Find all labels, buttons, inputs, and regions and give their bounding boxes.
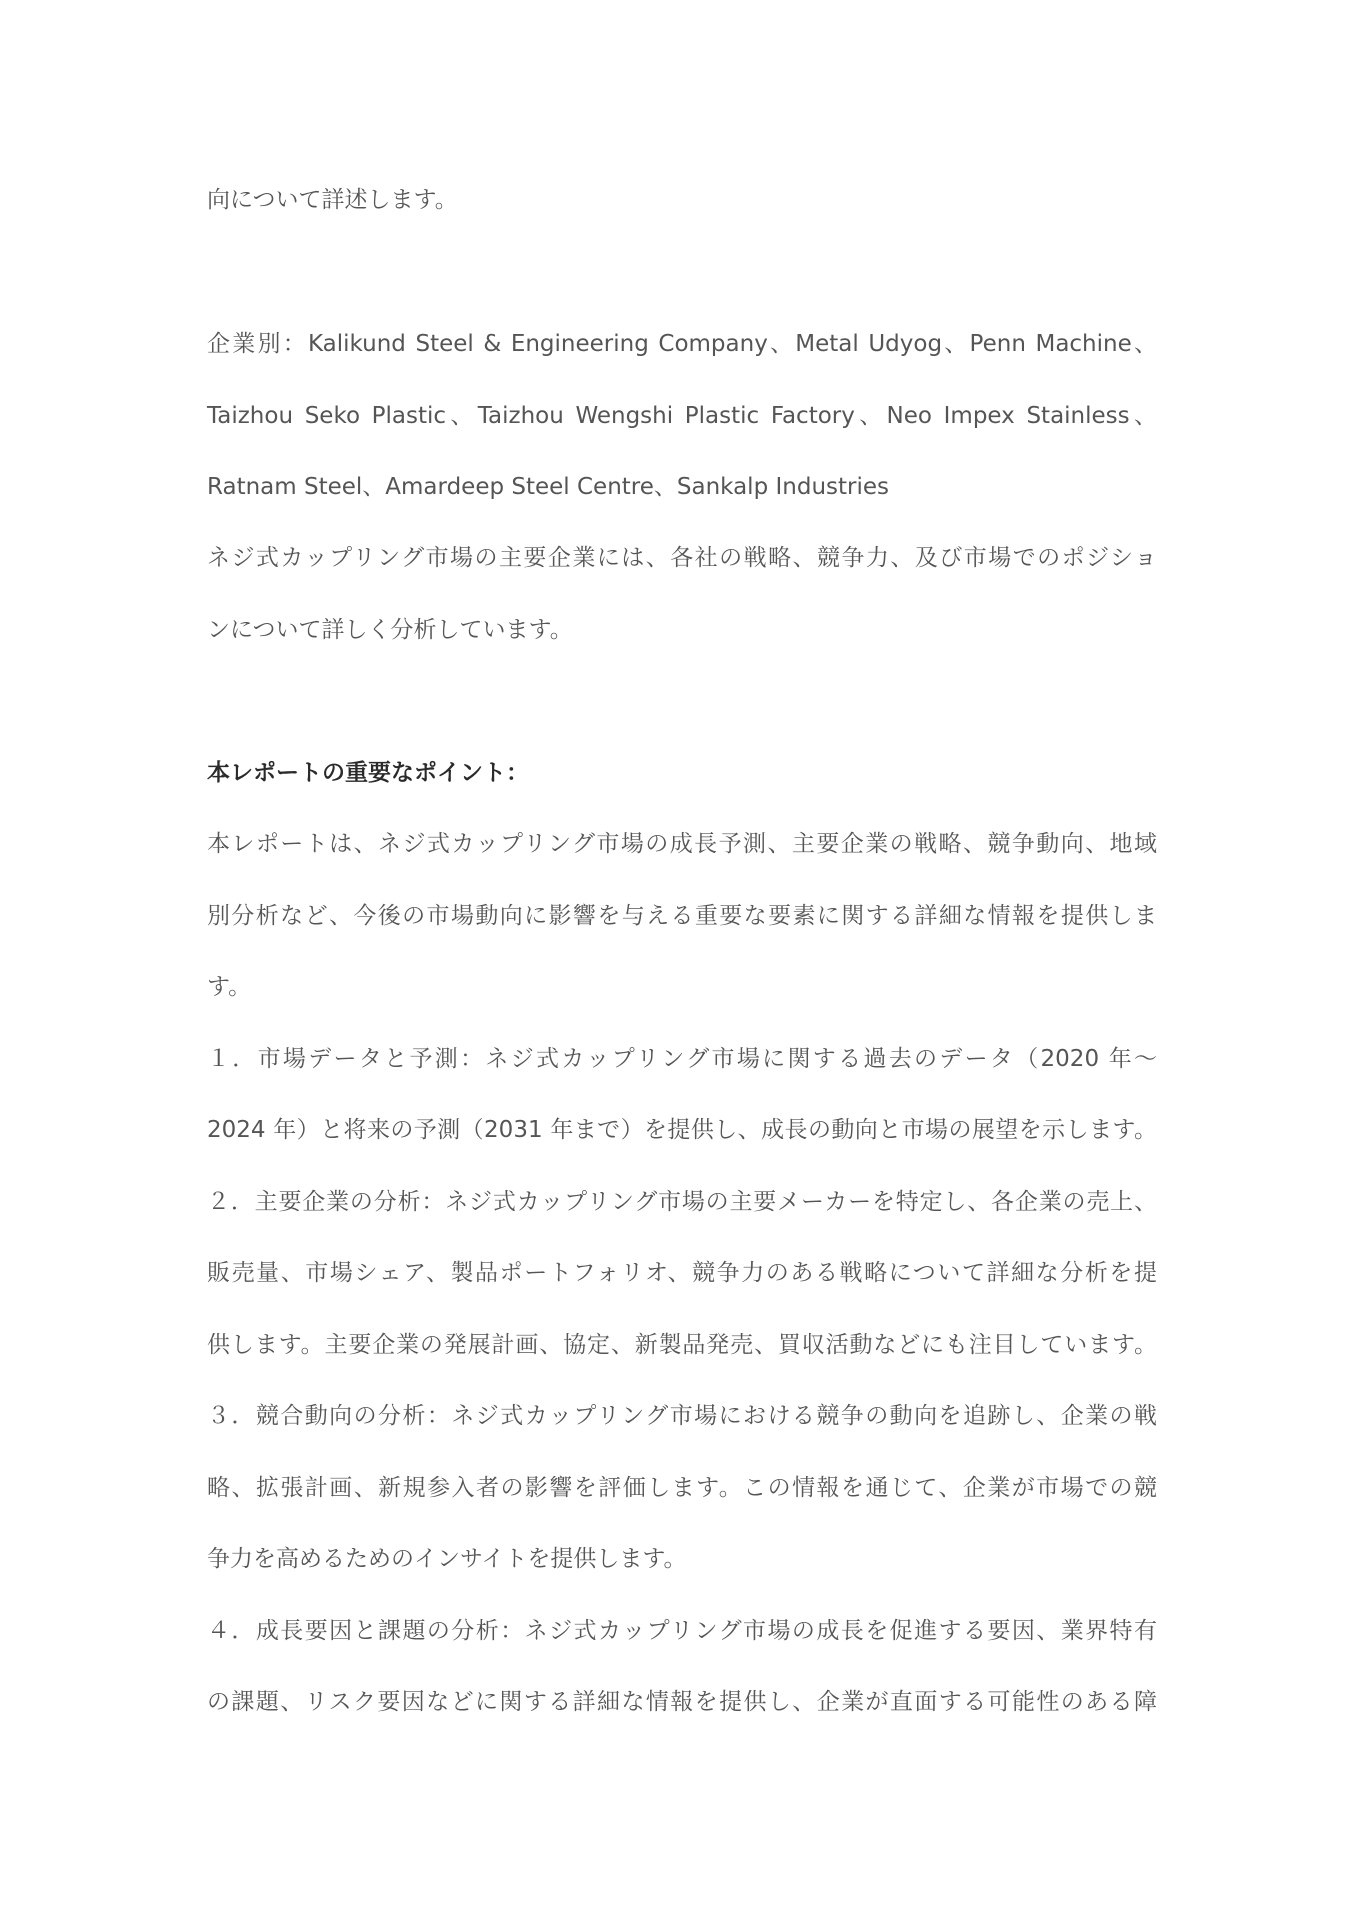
document-page — [207, 0, 1157, 1920]
key-points-heading: 本レポートの重要なポイント： — [207, 760, 529, 786]
companies-line-2: Taizhou Seko Plastic、Taizhou Wengshi Plastic Factory、Neo Impex Stainless、 — [207, 403, 1157, 429]
point-2-line-3: 供します。主要企業の発展計画、協定、新製品発売、買収活動などにも注目しています。 — [207, 1332, 1157, 1358]
key-points-intro-line-1: 本レポートは、ネジ式カップリング市場の成長予測、主要企業の戦略、競争動向、地域 — [207, 831, 1157, 857]
point-2-line-2: 販売量、市場シェア、製品ポートフォリオ、競争力のある戦略について詳細な分析を提 — [207, 1260, 1157, 1286]
companies-desc-line-2: ンについて詳しく分析しています。 — [207, 617, 573, 643]
point-1-line-2: 2024 年）と将来の予測（2031 年まで）を提供し、成長の動向と市場の展望を示します。 — [207, 1117, 1157, 1143]
key-points-intro-line-2: 別分析など、今後の市場動向に影響を与える重要な要素に関する詳細な情報を提供しま — [207, 903, 1157, 929]
companies-line-3: Ratnam Steel、Amardeep Steel Centre、Sankalp Industries — [207, 474, 890, 500]
companies-desc-line-1: ネジ式カップリング市場の主要企業には、各社の戦略、競争力、及び市場でのポジショ — [207, 545, 1157, 571]
intro-tail: 向について詳述します。 — [207, 187, 458, 213]
point-4-line-1: ４．成長要因と課題の分析：ネジ式カップリング市場の成長を促進する要因、業界特有 — [207, 1618, 1157, 1644]
point-4-line-2: の課題、リスク要因などに関する詳細な情報を提供し、企業が直面する可能性のある障 — [207, 1689, 1157, 1715]
point-3-line-2: 略、拡張計画、新規参入者の影響を評価します。この情報を通じて、企業が市場での競 — [207, 1475, 1157, 1501]
key-points-intro-line-3: す。 — [207, 974, 252, 1000]
point-3-line-3: 争力を高めるためのインサイトを提供します。 — [207, 1546, 687, 1572]
point-1-line-1: １．市場データと予測：ネジ式カップリング市場に関する過去のデータ（2020 年～ — [207, 1046, 1157, 1072]
companies-line-1: 企業別：Kalikund Steel & Engineering Company、Metal Udyog、Penn Machine、 — [207, 331, 1157, 357]
point-3-line-1: ３．競合動向の分析：ネジ式カップリング市場における競争の動向を追跡し、企業の戦 — [207, 1403, 1157, 1429]
point-2-line-1: ２．主要企業の分析：ネジ式カップリング市場の主要メーカーを特定し、各企業の売上、 — [207, 1189, 1157, 1215]
